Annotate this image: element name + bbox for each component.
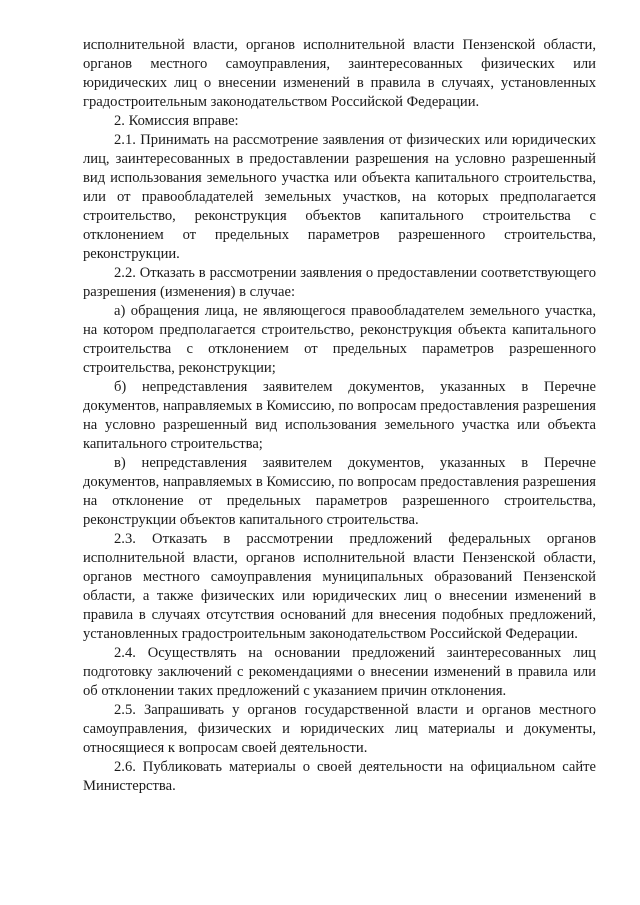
paragraph-2-1: 2.1. Принимать на рассмотрение заявления от физических или юридических лиц, заинтересованных в предоставлении разрешения на условно разрешенный вид использования земельного участка или объекта капитального строительства, или от правообладателей земельных участков, на которых предполагается строительство, реконструкция объектов капитального строительства с отклонением от предельных параметров разрешенного строительства, реконструкции. [83, 132, 596, 262]
paragraph-2-heading: 2. Комиссия вправе: [114, 113, 239, 129]
paragraph-2-3: 2.3. Отказать в рассмотрении предложений федеральных органов исполнительной власти, органов исполнительной власти Пензенской области, органов местного самоуправления муниципальных образований Пензенской области, а также физических или юридических лиц о внесении изменений в правила в случаях отсутствия оснований для внесения подобных предложений, установленных градостроительным законодательством Российской Федерации. [83, 531, 596, 642]
document-page [83, 36, 596, 796]
paragraph-2-2-v: в) непредставления заявителем документов, указанных в Перечне документов, направляемых в Комиссию, по вопросам предоставления разрешения на отклонение от предельных параметров разрешенного строительства, реконструкции объектов капитального строительства. [83, 455, 596, 528]
paragraph-2-2-a: а) обращения лица, не являющегося правообладателем земельного участка, на котором предполагается строительство, реконструкция объекта капитального строительства с отклонением от предельных параметров разрешенного строительства, реконструкции; [83, 303, 596, 376]
paragraph-2-5: 2.5. Запрашивать у органов государственной власти и органов местного самоуправления, физических и юридических лиц материалы и документы, относящиеся к вопросам своей деятельности. [83, 702, 596, 756]
paragraph-2-2: 2.2. Отказать в рассмотрении заявления о предоставлении соответствующего разрешения (изменения) в случае: [83, 265, 596, 300]
paragraph-2-6: 2.6. Публиковать материалы о своей деятельности на официальном сайте Министерства. [83, 759, 596, 794]
paragraph-continuation: исполнительной власти, органов исполнительной власти Пензенской области, органов местного самоуправления, заинтересованных физических или юридических лиц о внесении изменений в правила в случаях, установленных градостроительным законодательством Российской Федерации. [83, 37, 596, 110]
paragraph-2-2-b: б) непредставления заявителем документов, указанных в Перечне документов, направляемых в Комиссию, по вопросам предоставления разрешения на условно разрешенный вид использования земельного участка или объекта капитального строительства; [83, 379, 596, 452]
paragraph-2-4: 2.4. Осуществлять на основании предложений заинтересованных лиц подготовку заключений с рекомендациями о внесении изменений в правила или об отклонении таких предложений с указанием причин отклонения. [83, 645, 596, 699]
